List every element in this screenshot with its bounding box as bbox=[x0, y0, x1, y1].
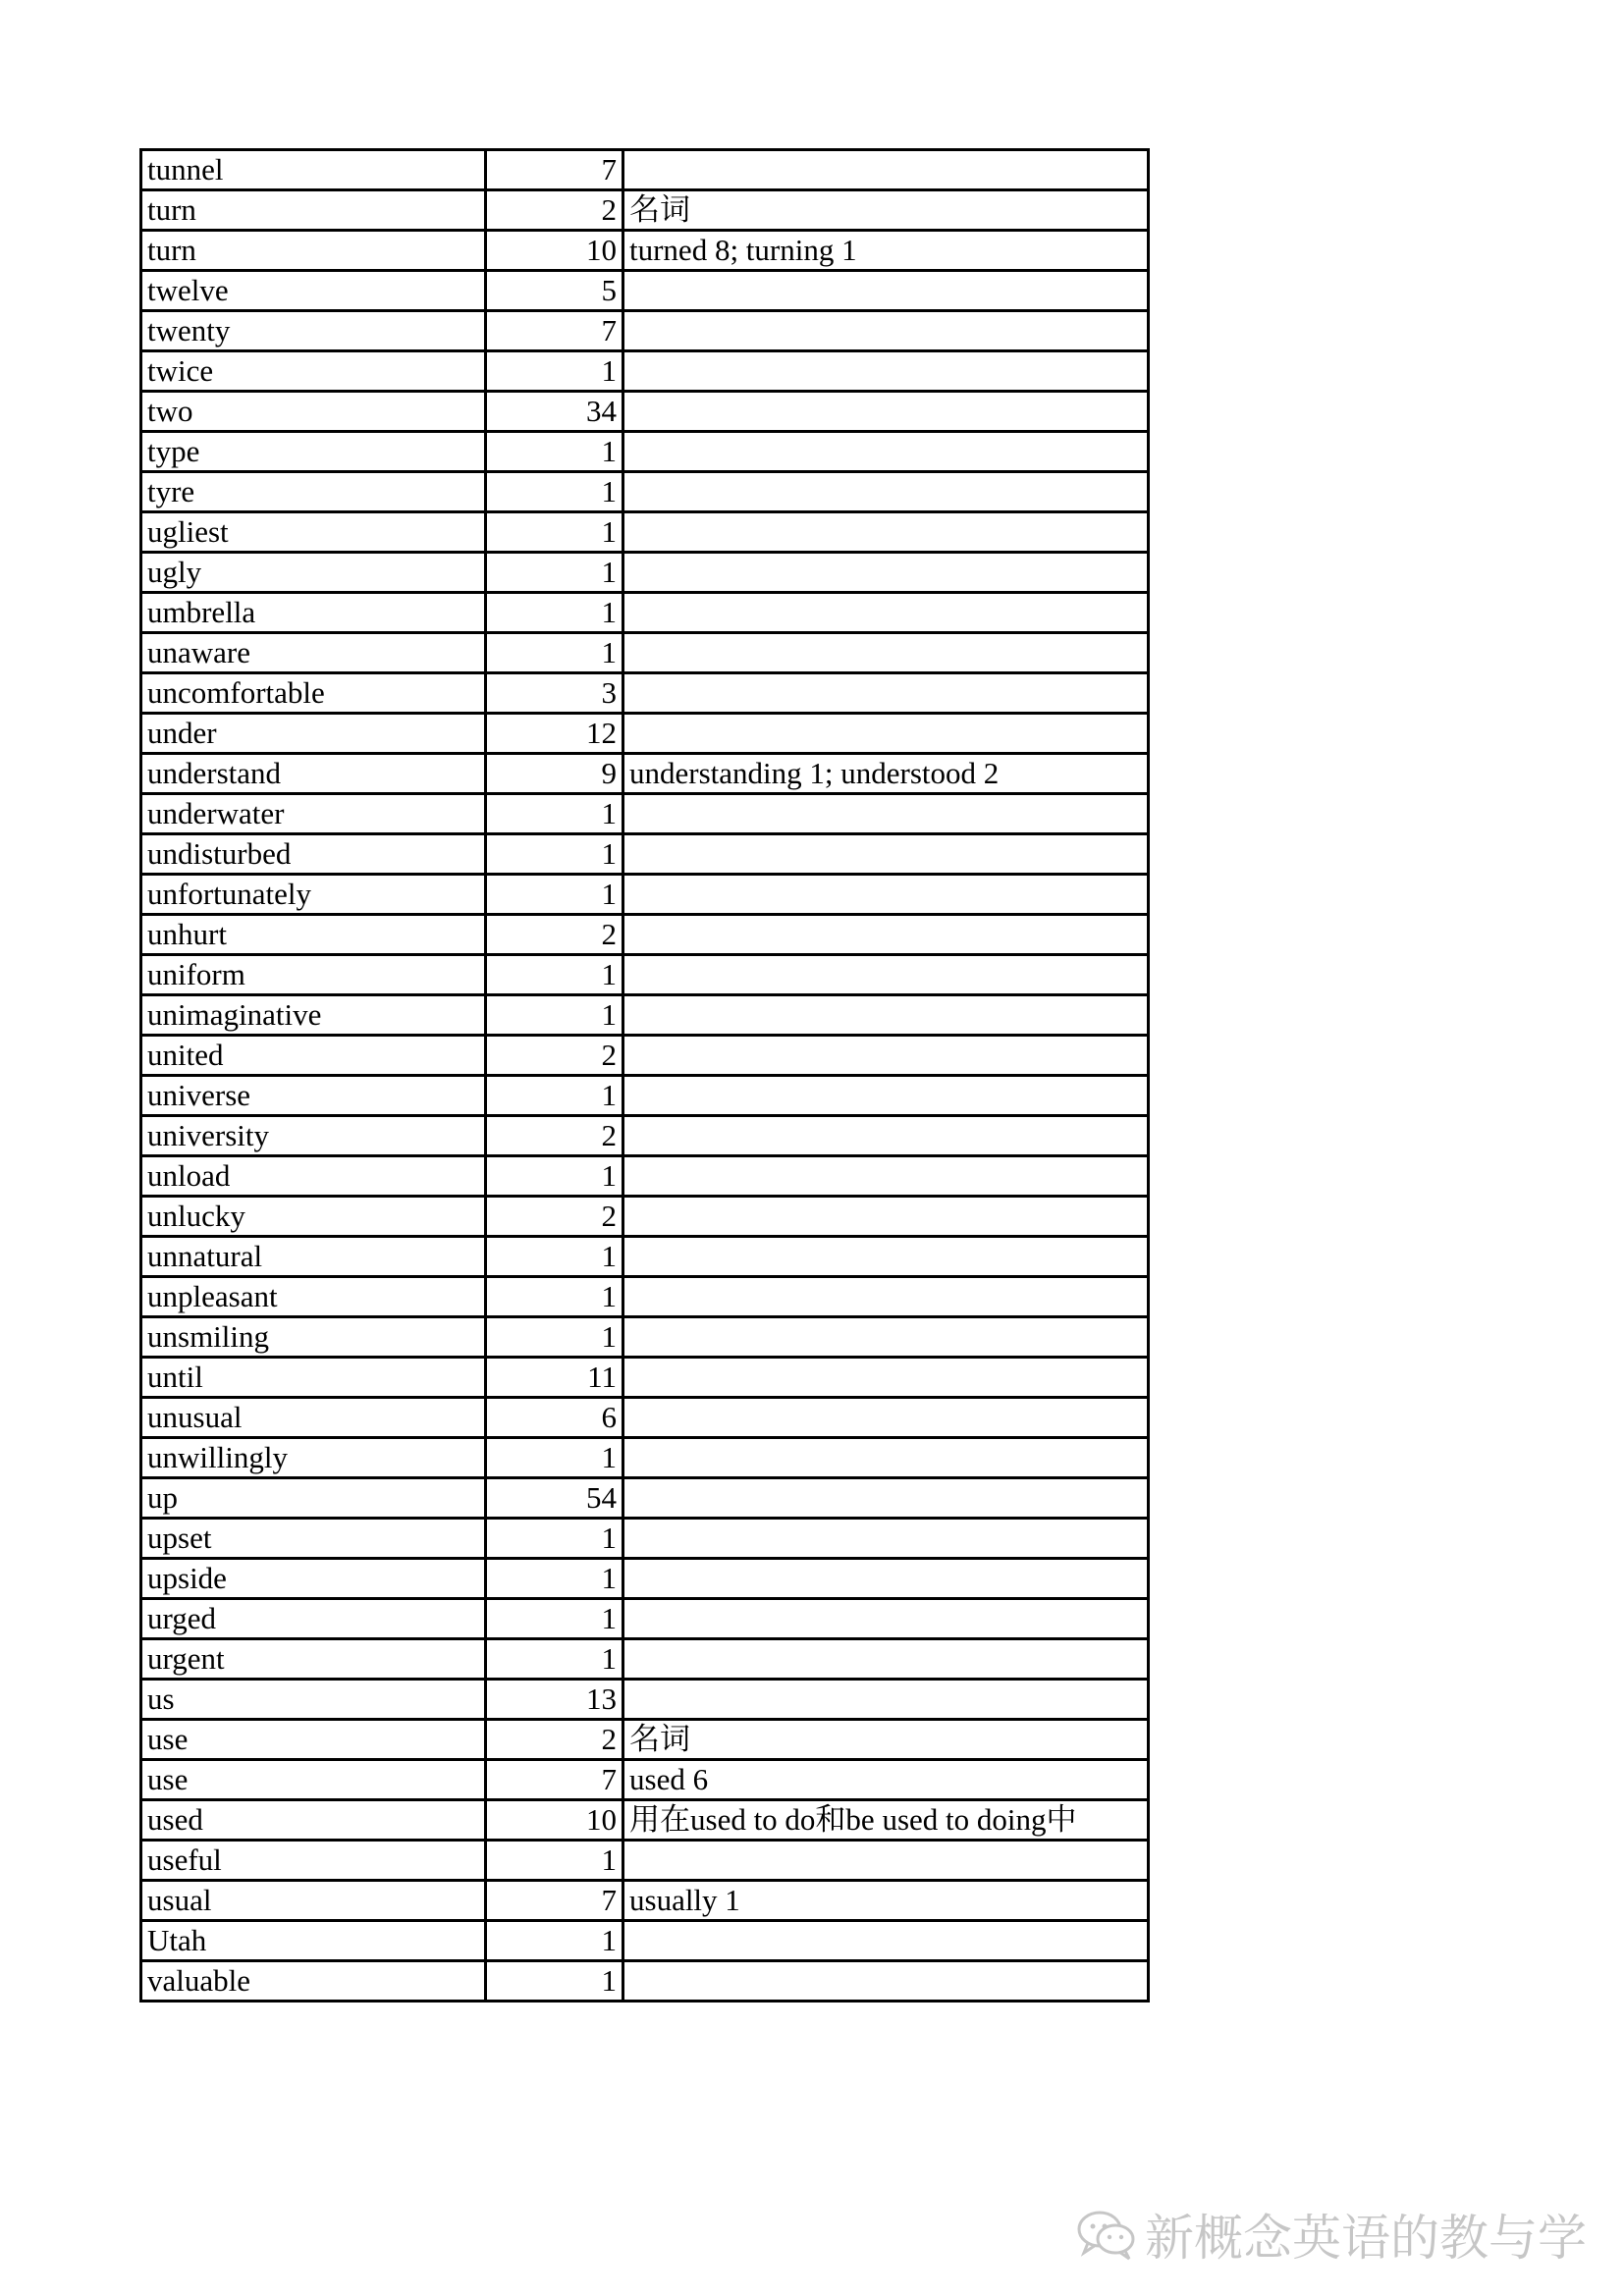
count-cell: 10 bbox=[486, 231, 623, 271]
table-row bbox=[141, 875, 1149, 915]
note-cell bbox=[623, 150, 1149, 190]
word-cell: urgent bbox=[141, 1639, 486, 1680]
count-cell: 10 bbox=[486, 1800, 623, 1841]
table-row bbox=[141, 1237, 1149, 1277]
table-row bbox=[141, 190, 1149, 231]
note-cell bbox=[623, 794, 1149, 834]
table-row bbox=[141, 1358, 1149, 1398]
note-cell bbox=[623, 714, 1149, 754]
count-cell: 7 bbox=[486, 1881, 623, 1921]
word-cell: Utah bbox=[141, 1921, 486, 1961]
count-cell: 1 bbox=[486, 1237, 623, 1277]
word-cell: use bbox=[141, 1720, 486, 1760]
count-cell: 3 bbox=[486, 673, 623, 714]
count-cell: 7 bbox=[486, 150, 623, 190]
note-cell bbox=[623, 1116, 1149, 1156]
note-cell bbox=[623, 1156, 1149, 1197]
count-cell: 1 bbox=[486, 432, 623, 472]
word-cell: ugly bbox=[141, 553, 486, 593]
count-cell: 1 bbox=[486, 633, 623, 673]
note-cell bbox=[623, 1277, 1149, 1317]
count-cell: 9 bbox=[486, 754, 623, 794]
note-cell bbox=[623, 955, 1149, 995]
table-row bbox=[141, 633, 1149, 673]
note-cell: 名词 bbox=[623, 190, 1149, 231]
count-cell: 13 bbox=[486, 1680, 623, 1720]
count-cell: 1 bbox=[486, 875, 623, 915]
table-row bbox=[141, 150, 1149, 190]
note-cell bbox=[623, 392, 1149, 432]
note-cell: used 6 bbox=[623, 1760, 1149, 1800]
table-row bbox=[141, 754, 1149, 794]
watermark bbox=[1076, 2199, 1587, 2269]
table-row bbox=[141, 794, 1149, 834]
word-cell: uncomfortable bbox=[141, 673, 486, 714]
count-cell: 1 bbox=[486, 472, 623, 512]
word-cell: up bbox=[141, 1478, 486, 1519]
word-cell: unaware bbox=[141, 633, 486, 673]
table-row bbox=[141, 1921, 1149, 1961]
note-cell bbox=[623, 1398, 1149, 1438]
table-row bbox=[141, 1317, 1149, 1358]
note-cell: turned 8; turning 1 bbox=[623, 231, 1149, 271]
word-cell: useful bbox=[141, 1841, 486, 1881]
count-cell: 1 bbox=[486, 794, 623, 834]
note-cell bbox=[623, 673, 1149, 714]
word-cell: tyre bbox=[141, 472, 486, 512]
note-cell bbox=[623, 271, 1149, 311]
count-cell: 2 bbox=[486, 1116, 623, 1156]
note-cell bbox=[623, 512, 1149, 553]
note-cell bbox=[623, 593, 1149, 633]
count-cell: 1 bbox=[486, 553, 623, 593]
word-cell: turn bbox=[141, 190, 486, 231]
count-cell: 12 bbox=[486, 714, 623, 754]
word-cell: unpleasant bbox=[141, 1277, 486, 1317]
table-row bbox=[141, 432, 1149, 472]
count-cell: 2 bbox=[486, 1036, 623, 1076]
note-cell bbox=[623, 1921, 1149, 1961]
table-row bbox=[141, 1478, 1149, 1519]
table-row bbox=[141, 1680, 1149, 1720]
table-row bbox=[141, 1961, 1149, 2002]
table-row bbox=[141, 1720, 1149, 1760]
watermark-text: 新概念英语的教与学 bbox=[1145, 2210, 1587, 2267]
word-cell: unlucky bbox=[141, 1197, 486, 1237]
note-cell bbox=[623, 995, 1149, 1036]
word-cell: unload bbox=[141, 1156, 486, 1197]
word-cell: unsmiling bbox=[141, 1317, 486, 1358]
count-cell: 1 bbox=[486, 834, 623, 875]
word-cell: urged bbox=[141, 1599, 486, 1639]
word-cell: twenty bbox=[141, 311, 486, 351]
count-cell: 7 bbox=[486, 1760, 623, 1800]
count-cell: 1 bbox=[486, 1559, 623, 1599]
note-cell bbox=[623, 1237, 1149, 1277]
table-row bbox=[141, 512, 1149, 553]
count-cell: 34 bbox=[486, 392, 623, 432]
count-cell: 1 bbox=[486, 955, 623, 995]
word-cell: us bbox=[141, 1680, 486, 1720]
count-cell: 2 bbox=[486, 1197, 623, 1237]
table-row bbox=[141, 1800, 1149, 1841]
note-cell bbox=[623, 1197, 1149, 1237]
table-row bbox=[141, 1519, 1149, 1559]
count-cell: 1 bbox=[486, 1076, 623, 1116]
note-cell bbox=[623, 472, 1149, 512]
word-cell: type bbox=[141, 432, 486, 472]
table-row bbox=[141, 472, 1149, 512]
word-cell: unhurt bbox=[141, 915, 486, 955]
note-cell bbox=[623, 432, 1149, 472]
note-cell bbox=[623, 1358, 1149, 1398]
word-cell: twelve bbox=[141, 271, 486, 311]
table-row bbox=[141, 231, 1149, 271]
count-cell: 1 bbox=[486, 512, 623, 553]
table-row bbox=[141, 593, 1149, 633]
note-cell bbox=[623, 1961, 1149, 2002]
word-cell: undisturbed bbox=[141, 834, 486, 875]
table-row bbox=[141, 392, 1149, 432]
count-cell: 2 bbox=[486, 1720, 623, 1760]
word-cell: valuable bbox=[141, 1961, 486, 2002]
word-cell: umbrella bbox=[141, 593, 486, 633]
word-cell: use bbox=[141, 1760, 486, 1800]
table-row bbox=[141, 995, 1149, 1036]
count-cell: 54 bbox=[486, 1478, 623, 1519]
count-cell: 1 bbox=[486, 351, 623, 392]
note-cell bbox=[623, 1317, 1149, 1358]
table-row bbox=[141, 553, 1149, 593]
table-row bbox=[141, 955, 1149, 995]
note-cell bbox=[623, 351, 1149, 392]
table-row bbox=[141, 311, 1149, 351]
count-cell: 1 bbox=[486, 1961, 623, 2002]
note-cell bbox=[623, 1519, 1149, 1559]
count-cell: 1 bbox=[486, 1438, 623, 1478]
count-cell: 1 bbox=[486, 1921, 623, 1961]
note-cell bbox=[623, 875, 1149, 915]
wechat-icon bbox=[1076, 2208, 1137, 2261]
table-row bbox=[141, 1438, 1149, 1478]
note-cell: understanding 1; understood 2 bbox=[623, 754, 1149, 794]
count-cell: 1 bbox=[486, 1156, 623, 1197]
word-cell: uniform bbox=[141, 955, 486, 995]
word-cell: two bbox=[141, 392, 486, 432]
table-row bbox=[141, 1076, 1149, 1116]
word-cell: unusual bbox=[141, 1398, 486, 1438]
word-cell: under bbox=[141, 714, 486, 754]
word-cell: twice bbox=[141, 351, 486, 392]
note-cell: usually 1 bbox=[623, 1881, 1149, 1921]
vocabulary-table bbox=[139, 148, 1150, 2002]
count-cell: 1 bbox=[486, 1317, 623, 1358]
note-cell bbox=[623, 1639, 1149, 1680]
table-row bbox=[141, 1156, 1149, 1197]
table-row bbox=[141, 1881, 1149, 1921]
table-row bbox=[141, 1036, 1149, 1076]
count-cell: 1 bbox=[486, 1639, 623, 1680]
table-row bbox=[141, 1116, 1149, 1156]
word-cell: universe bbox=[141, 1076, 486, 1116]
note-cell bbox=[623, 1036, 1149, 1076]
note-cell bbox=[623, 553, 1149, 593]
word-cell: ugliest bbox=[141, 512, 486, 553]
count-cell: 1 bbox=[486, 995, 623, 1036]
word-cell: underwater bbox=[141, 794, 486, 834]
note-cell bbox=[623, 1680, 1149, 1720]
note-cell bbox=[623, 1478, 1149, 1519]
count-cell: 1 bbox=[486, 1277, 623, 1317]
table-row bbox=[141, 915, 1149, 955]
table-row bbox=[141, 1599, 1149, 1639]
note-cell bbox=[623, 1559, 1149, 1599]
note-cell bbox=[623, 915, 1149, 955]
word-cell: tunnel bbox=[141, 150, 486, 190]
table-row bbox=[141, 351, 1149, 392]
count-cell: 11 bbox=[486, 1358, 623, 1398]
table-row bbox=[141, 1639, 1149, 1680]
word-cell: university bbox=[141, 1116, 486, 1156]
note-cell bbox=[623, 311, 1149, 351]
table-row bbox=[141, 673, 1149, 714]
note-cell bbox=[623, 633, 1149, 673]
count-cell: 6 bbox=[486, 1398, 623, 1438]
word-cell: turn bbox=[141, 231, 486, 271]
word-cell: upset bbox=[141, 1519, 486, 1559]
word-cell: used bbox=[141, 1800, 486, 1841]
word-cell: unimaginative bbox=[141, 995, 486, 1036]
note-cell bbox=[623, 1076, 1149, 1116]
table-row bbox=[141, 271, 1149, 311]
table-row bbox=[141, 1760, 1149, 1800]
table-row bbox=[141, 1197, 1149, 1237]
word-cell: unwillingly bbox=[141, 1438, 486, 1478]
table-row bbox=[141, 1277, 1149, 1317]
word-cell: united bbox=[141, 1036, 486, 1076]
table-row bbox=[141, 1841, 1149, 1881]
word-cell: usual bbox=[141, 1881, 486, 1921]
word-cell: upside bbox=[141, 1559, 486, 1599]
word-cell: understand bbox=[141, 754, 486, 794]
note-cell bbox=[623, 1438, 1149, 1478]
word-cell: unfortunately bbox=[141, 875, 486, 915]
table-row bbox=[141, 1398, 1149, 1438]
table-row bbox=[141, 714, 1149, 754]
word-cell: until bbox=[141, 1358, 486, 1398]
count-cell: 5 bbox=[486, 271, 623, 311]
note-cell: 用在used to do和be used to doing中 bbox=[623, 1800, 1149, 1841]
count-cell: 1 bbox=[486, 1599, 623, 1639]
count-cell: 2 bbox=[486, 915, 623, 955]
table-row bbox=[141, 834, 1149, 875]
word-cell: unnatural bbox=[141, 1237, 486, 1277]
count-cell: 2 bbox=[486, 190, 623, 231]
count-cell: 1 bbox=[486, 1519, 623, 1559]
note-cell bbox=[623, 1841, 1149, 1881]
note-cell bbox=[623, 834, 1149, 875]
table-row bbox=[141, 1559, 1149, 1599]
count-cell: 1 bbox=[486, 593, 623, 633]
note-cell bbox=[623, 1599, 1149, 1639]
count-cell: 1 bbox=[486, 1841, 623, 1881]
vocabulary-table-body bbox=[141, 150, 1149, 2002]
count-cell: 7 bbox=[486, 311, 623, 351]
note-cell: 名词 bbox=[623, 1720, 1149, 1760]
